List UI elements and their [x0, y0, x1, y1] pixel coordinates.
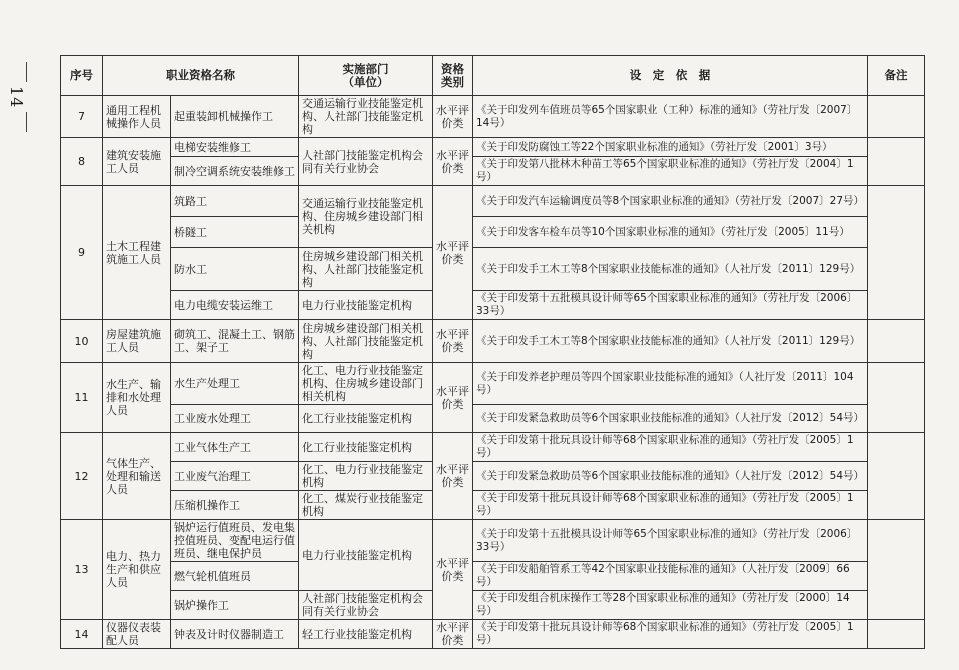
row-basis: 《关于印发列车值班员等65个国家职业（工种）标准的通知》（劳社厅发〔2007〕14号）: [473, 96, 868, 138]
row-category: 气体生产、处理和输送人员: [103, 433, 171, 520]
row-dept: 人社部门技能鉴定机构会同有关行业协会: [299, 591, 433, 620]
row-remark: [868, 138, 925, 186]
row-basis: 《关于印发汽车运输调度员等8个国家职业标准的通知》（劳社厅发〔2007〕27号）: [473, 186, 868, 217]
row-basis: 《关于印发手工木工等8个国家职业技能标准的通知》（人社厅发〔2011〕129号）: [473, 248, 868, 291]
row-remark: [868, 186, 925, 320]
table-row: [61, 157, 925, 186]
row-type: 水平评价类: [433, 138, 473, 186]
row-subcategory: 水生产处理工: [171, 363, 299, 405]
row-subcategory: 锅炉操作工: [171, 591, 299, 620]
row-category: 通用工程机械操作人员: [103, 96, 171, 138]
row-subcategory: 工业气体生产工: [171, 433, 299, 462]
row-dept: 轻工行业技能鉴定机构: [299, 620, 433, 649]
row-subcategory: 防水工: [171, 248, 299, 291]
row-dept: 化工、电力行业技能鉴定机构、住房城乡建设部门相关机构: [299, 363, 433, 405]
row-remark: [868, 320, 925, 363]
row-seq: 13: [61, 520, 103, 620]
row-category: 仪器仪表装配人员: [103, 620, 171, 649]
row-remark: [868, 620, 925, 649]
row-type: 水平评价类: [433, 620, 473, 649]
header-row: [61, 56, 925, 96]
row-dept: 人社部门技能鉴定机构会同有关行业协会: [299, 138, 433, 186]
row-basis: 《关于印发客车检车员等10个国家职业标准的通知》（劳社厅发〔2005〕11号）: [473, 217, 868, 248]
row-category: 电力、热力生产和供应人员: [103, 520, 171, 620]
row-subcategory: 工业废气治理工: [171, 462, 299, 491]
row-basis: 《关于印发第八批林木种苗工等65个国家职业标准的通知》（劳社厅发〔2004〕1号）: [473, 157, 868, 186]
table-row: [61, 291, 925, 320]
row-dept: 住房城乡建设部门相关机构、人社部门技能鉴定机构: [299, 320, 433, 363]
row-basis: 《关于印发防腐蚀工等22个国家职业标准的通知》（劳社厅发〔2001〕3号）: [473, 138, 868, 157]
page-number: [8, 62, 44, 132]
row-remark: [868, 520, 925, 620]
table-row: [61, 138, 925, 157]
table-row: [61, 591, 925, 620]
row-dept: 电力行业技能鉴定机构: [299, 520, 433, 591]
row-subcategory: 工业废水处理工: [171, 405, 299, 433]
row-type: 水平评价类: [433, 320, 473, 363]
table-row: [61, 248, 925, 291]
table-row: [61, 433, 925, 462]
row-dept: 化工、电力行业技能鉴定机构: [299, 462, 433, 491]
row-remark: [868, 96, 925, 138]
row-seq: 12: [61, 433, 103, 520]
table-row: [61, 620, 925, 649]
table-row: [61, 520, 925, 562]
row-subcategory: 电力电缆安装运维工: [171, 291, 299, 320]
row-subcategory: 锅炉运行值班员、发电集控值班员、变配电运行值班员、继电保护员: [171, 520, 299, 562]
row-category: 建筑安装施工人员: [103, 138, 171, 186]
row-remark: [868, 363, 925, 433]
row-subcategory: 电梯安装维修工: [171, 138, 299, 157]
row-subcategory: 桥隧工: [171, 217, 299, 248]
row-subcategory: 燃气轮机值班员: [171, 562, 299, 591]
row-dept: 化工行业技能鉴定机构: [299, 433, 433, 462]
page-number-text: 14: [7, 86, 26, 109]
row-basis: 《关于印发养老护理员等四个国家职业技能标准的通知》（人社厅发〔2011〕104号）: [473, 363, 868, 405]
row-seq: 14: [61, 620, 103, 649]
row-type: 水平评价类: [433, 186, 473, 320]
row-dept: 化工行业技能鉴定机构: [299, 405, 433, 433]
row-remark: [868, 433, 925, 520]
row-dept: 交通运输行业技能鉴定机构、人社部门技能鉴定机构: [299, 96, 433, 138]
row-type: 水平评价类: [433, 433, 473, 520]
row-basis: 《关于印发第十批玩具设计师等68个国家职业标准的通知》（劳社厅发〔2005〕1号）: [473, 620, 868, 649]
header-basis: 设 定 依 据: [473, 56, 868, 96]
row-subcategory: 制冷空调系统安装维修工: [171, 157, 299, 186]
row-subcategory: 起重装卸机械操作工: [171, 96, 299, 138]
row-basis: 《关于印发组合机床操作工等28个国家职业标准的通知》（劳社厅发〔2000〕14号）: [473, 591, 868, 620]
table-row: [61, 405, 925, 433]
row-seq: 10: [61, 320, 103, 363]
row-dept: 电力行业技能鉴定机构: [299, 291, 433, 320]
header-name: 职业资格名称: [103, 56, 299, 96]
row-seq: 7: [61, 96, 103, 138]
row-dept: 化工、煤炭行业技能鉴定机构: [299, 491, 433, 520]
row-category: 房屋建筑施工人员: [103, 320, 171, 363]
row-seq: 8: [61, 138, 103, 186]
row-subcategory: 钟表及计时仪器制造工: [171, 620, 299, 649]
row-seq: 9: [61, 186, 103, 320]
table-row: [61, 491, 925, 520]
row-subcategory: 压缩机操作工: [171, 491, 299, 520]
header-type: 资格 类别: [433, 56, 473, 96]
table-row: [61, 186, 925, 217]
row-basis: 《关于印发船舶管系工等42个国家职业技能标准的通知》（人社厅发〔2009〕66号）: [473, 562, 868, 591]
table-row: [61, 363, 925, 405]
row-subcategory: 筑路工: [171, 186, 299, 217]
table-row: [61, 96, 925, 138]
row-basis: 《关于印发第十批玩具设计师等68个国家职业标准的通知》（劳社厅发〔2005〕1号）: [473, 491, 868, 520]
row-dept: 交通运输行业技能鉴定机构、住房城乡建设部门相关机构: [299, 186, 433, 248]
row-basis: 《关于印发第十批玩具设计师等68个国家职业标准的通知》（劳社厅发〔2005〕1号）: [473, 433, 868, 462]
row-subcategory: 砌筑工、混凝土工、钢筋工、架子工: [171, 320, 299, 363]
row-basis: 《关于印发紧急救助员等6个国家职业技能标准的通知》（人社厅发〔2012〕54号）: [473, 462, 868, 491]
table-row: [61, 462, 925, 491]
qualification-table: [60, 55, 925, 649]
header-dept: 实施部门 （单位）: [299, 56, 433, 96]
header-remark: 备注: [868, 56, 925, 96]
page-number-dash-top: [26, 62, 27, 82]
row-basis: 《关于印发第十五批模具设计师等65个国家职业标准的通知》（劳社厅发〔2006〕33号）: [473, 520, 868, 562]
header-seq: 序号: [61, 56, 103, 96]
row-dept: 住房城乡建设部门相关机构、人社部门技能鉴定机构: [299, 248, 433, 291]
row-type: 水平评价类: [433, 520, 473, 620]
page-number-dash-bottom: [26, 112, 27, 132]
row-basis: 《关于印发第十五批模具设计师等65个国家职业标准的通知》（劳社厅发〔2006〕33号）: [473, 291, 868, 320]
table-row: [61, 320, 925, 363]
row-basis: 《关于印发紧急救助员等6个国家职业技能标准的通知》（人社厅发〔2012〕54号）: [473, 405, 868, 433]
table-row: [61, 562, 925, 591]
row-basis: 《关于印发手工木工等8个国家职业技能标准的通知》（人社厅发〔2011〕129号）: [473, 320, 868, 363]
row-category: 土木工程建筑施工人员: [103, 186, 171, 320]
row-type: 水平评价类: [433, 363, 473, 433]
row-type: 水平评价类: [433, 96, 473, 138]
row-category: 水生产、输排和水处理人员: [103, 363, 171, 433]
row-seq: 11: [61, 363, 103, 433]
table-row: [61, 217, 925, 248]
